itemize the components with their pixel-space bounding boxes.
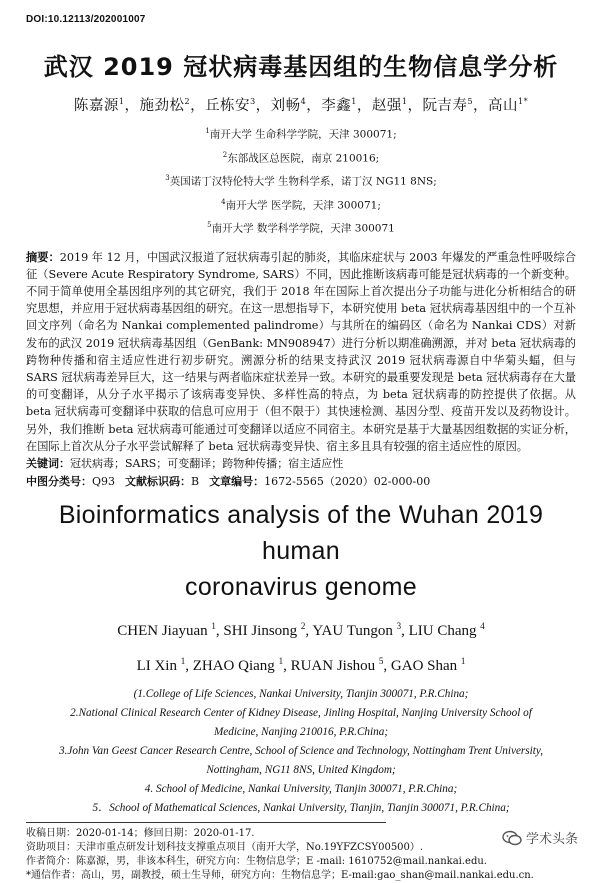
affiliation — [26, 192, 576, 216]
keywords-label: 关键词： — [26, 456, 70, 470]
affiliation-number: 4 — [221, 197, 226, 206]
affiliation-number: 1 — [205, 127, 210, 135]
author-separator: , — [215, 622, 224, 639]
chinese-affiliations — [26, 121, 576, 239]
affiliation — [26, 168, 576, 192]
author-name: 李鑫 — [321, 98, 352, 114]
author-affil-number: 1 — [351, 97, 357, 107]
affiliation — [26, 145, 576, 169]
english-authors-line-2 — [26, 646, 576, 681]
watermark-text: 学术头条 — [525, 832, 578, 847]
author-name: 赵强 — [371, 98, 402, 114]
watermark — [498, 826, 582, 849]
author-name: SHI Jinsong — [223, 622, 298, 639]
affiliation-line: 3.John Van Geest Cancer Research Centre, School of Science and Technology, Nottingham Trent University, — [59, 744, 543, 757]
affiliation-number: 3 — [165, 174, 170, 182]
author-separator: , — [401, 622, 409, 639]
author-intro: 作者简介：陈嘉源，男，非该本科生，研究方向：生物信息学；E -mail: 1610752@mail.nankai.edu. — [26, 855, 487, 867]
author-affil-number: 4 — [300, 97, 307, 107]
classification-line — [26, 473, 576, 491]
author-name: CHEN Jiayuan — [117, 622, 208, 639]
affiliation-text: 英国诺丁汉特伦特大学 生物科学系，诺丁汉 NG11 8NS; — [169, 175, 437, 188]
affiliation-text: 南开大学 数学科学学院，天津 300071 — [211, 222, 395, 235]
author-affil-number: 2 — [300, 620, 306, 631]
author-affil-number: 1 — [118, 97, 125, 107]
affiliation-line: Nottingham, NG11 8NS, United Kingdom; — [206, 763, 396, 776]
chinese-authors — [26, 94, 576, 115]
author-affil-number: 1 — [180, 655, 186, 666]
author-separator: ， — [124, 98, 140, 114]
author-separator: ， — [255, 98, 271, 114]
received-date: 收稿日期：2020-01-14；修回日期：2020-01-17. — [26, 827, 255, 839]
english-title — [26, 497, 576, 605]
affiliation-text: 南开大学 生命科学学院，天津 300071; — [209, 128, 397, 141]
author-name: 高山 — [488, 98, 519, 114]
affiliation-text: 南开大学 医学院，天津 300071; — [225, 199, 381, 211]
author-affil-number: 5 — [378, 655, 384, 666]
author-name: RUAN Jishou — [290, 657, 376, 674]
abstract-label: 摘要： — [26, 250, 60, 264]
author-separator: , — [305, 622, 313, 639]
author-affil-number: 5 — [467, 97, 474, 107]
abstract-text: 2019 年 12 月，中国武汉报道了冠状病毒引起的肺炎，其临床症状与 2003 年爆发的严重急性呼吸综合征（Severe Acute Respiratory Syndrome, SARS）不同，因此推断该病毒可能是冠状病毒的一个新变种。不同于简单使用全基因组序列的其它研究，我们于 2018 年在国际上首次提出分子功能与进化分析相结合的研究思想，并应用于冠状病毒基因组的研究。在这一思想指导下，本研究使用 beta 冠状病毒基因组中的一个互补回文序列（命名为 Nankai complemented palindrome）与其所在的编码区（命名为 Nankai CDS）对新发布的武汉 2019 冠状病毒基因组（GenBank: MN908947）进行分析以期准确溯源，并对 beta 冠状病毒的跨物种传播和宿主适应性进行初步研究。溯源分析的结果支持武汉 2019 冠状病毒源自中华菊头蝠，但与 SARS 冠状病毒差异巨大，这一结果与两者临床症状差异一致。本研究的最重要发现是 beta 冠状病毒存在大量的可变翻译，从分子水平揭示了该病毒变异快、多样性高的特点，为 beta 冠状病毒的防控提供了依据。从 beta 冠状病毒可变翻译中获取的信息可应用于（但不限于）其快速检测、基因分型、疫苗开发以及药物设计。另外，我们推断 beta 冠状病毒可能通过可变翻译以适应不同宿主。本研究是基于大量基因组数据的实证分析，在国际上首次从分子水平尝试解释了 beta 冠状病毒变异快、宿主多且具有较强的宿主适应性的原因。 — [26, 250, 576, 453]
author-affil-number: 4 — [480, 620, 485, 631]
affiliation-line: 5．School of Mathematical Sciences, Nankai University, Tianjin, Tianjin 300071, P.R.China; — [92, 801, 510, 814]
author-name: LI Xin — [136, 657, 177, 674]
author-separator: , — [283, 657, 291, 674]
author-affil-number: 3 — [396, 620, 402, 631]
affiliation-line: Medicine, Nanjing 210016, P.R.China; — [213, 725, 389, 738]
clc-label: 中图分类号： — [26, 474, 92, 488]
affiliation-line: (1.College of Life Sciences, Nankai University, Tianjin 300071, P.R.China; — [133, 687, 469, 700]
doi: DOI:10.12113/202001007 — [26, 14, 146, 25]
author-name: 刘畅 — [270, 98, 301, 114]
affiliation-line: 4. School of Medicine, Nankai University, Tianjin 300071, P.R.China; — [144, 782, 458, 795]
author-separator: , — [383, 657, 391, 674]
article-no-label: 文章编号： — [209, 474, 265, 488]
footnotes — [26, 822, 534, 883]
author-affil-number: 1 — [278, 655, 284, 666]
wechat-icon — [502, 830, 522, 846]
english-title-line-1: Bioinformatics analysis of the Wuhan 2019 human — [58, 500, 544, 565]
doc-code-value: B — [191, 474, 200, 488]
affiliation-number: 2 — [222, 150, 228, 159]
author-separator: ， — [356, 98, 372, 114]
author-separator: ， — [190, 98, 206, 114]
keywords — [26, 455, 576, 473]
doc-code-label: 文献标识码： — [125, 474, 192, 488]
clc-value: Q93 — [92, 474, 116, 488]
author-separator: ， — [473, 98, 489, 114]
affiliation-number: 5 — [207, 221, 212, 229]
author-affil-number: 1 — [211, 620, 216, 631]
author-name: YAU Tungon — [312, 622, 393, 639]
english-title-line-2: coronavirus genome — [185, 572, 417, 601]
author-name: ZHAO Qiang — [192, 657, 275, 674]
english-authors-line-1 — [26, 611, 576, 646]
author-name: GAO Shan — [390, 657, 458, 674]
funding: 资助项目：天津市重点研发计划科技支撑重点项目（南开大学，No.19YFZCSY00500）. — [26, 841, 424, 853]
affiliation — [26, 215, 576, 239]
author-name: 陈嘉源 — [73, 98, 119, 114]
author-name: 丘栋安 — [205, 98, 251, 114]
chinese-title: 武汉 2019 冠状病毒基因组的生物信息学分析 — [43, 53, 559, 81]
corresponding-author: *通信作者：高山，男，副教授，硕士生导师，研究方向：生物信息学；E-mail:gao_shan@mail.nankai.edu.cn. — [26, 869, 534, 881]
author-name: 阮吉寿 — [422, 98, 468, 114]
abstract — [26, 249, 576, 455]
article-no-value: 1672-5565（2020）02-000-00 — [264, 474, 431, 488]
keywords-value: 冠状病毒；SARS；可变翻译；跨物种传播；宿主适应性 — [70, 456, 344, 470]
author-affil-number: 1 — [460, 655, 466, 666]
author-name: LIU Chang — [408, 622, 477, 639]
author-separator: , — [185, 657, 193, 674]
english-authors — [26, 611, 576, 681]
affiliation-text: 东部战区总医院，南京 210016; — [227, 152, 380, 164]
affiliation — [26, 121, 576, 145]
english-affiliations — [26, 685, 576, 818]
author-separator: ， — [306, 98, 322, 114]
author-separator: ， — [407, 98, 423, 114]
affiliation-line: 2.National Clinical Research Center of Kidney Disease, Jinling Hospital, Nanjing University School of — [70, 706, 532, 719]
author-affil-number: 3 — [250, 97, 256, 107]
author-affil-number: 1* — [518, 97, 529, 107]
author-affil-number: 2 — [184, 97, 191, 107]
author-name: 施劲松 — [139, 98, 185, 114]
author-affil-number: 1 — [401, 97, 408, 107]
